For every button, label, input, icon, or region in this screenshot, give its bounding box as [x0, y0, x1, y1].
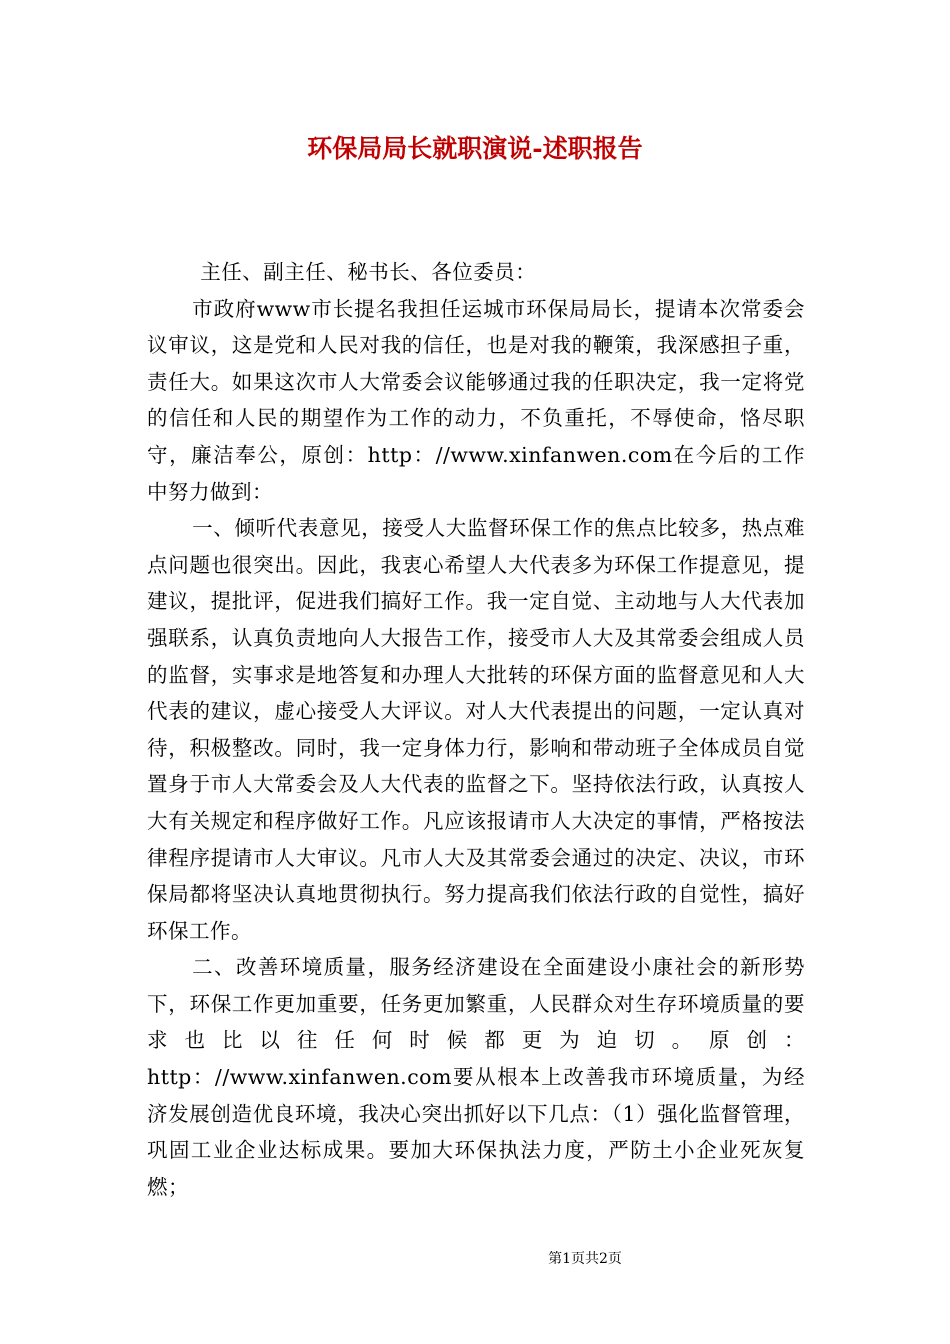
paragraph-section-one: 一、倾听代表意见，接受人大监督环保工作的焦点比较多，热点难点问题也很突出。因此，我衷心希望人大代表多为环保工作提意见，提建议，提批评，促进我们搞好工作。我一定自觉、主动地与人大代表加强联系，认真负责地向人大报告工作，接受市人大及其常委会组成人员的监督，实事求是地答复和办理人大批转的环保方面的监督意见和人大代表的建议，虚心接受人大评议。对人大代表提出的问题，一定认真对待，积极整改。同时，我一定身体力行，影响和带动班子全体成员自觉置身于市人大常委会及人大代表的监督之下。坚持依法行政，认真按人大有关规定和程序做好工作。凡应该报请市人大决定的事情，严格按法律程序提请市人大审议。凡市人大及其常委会通过的决定、决议，市环保局都将坚决认真地贯彻执行。努力提高我们依法行政的自觉性，搞好环保工作。 [147, 516, 805, 943]
salutation: 主任、副主任、秘书长、各位委员： [200, 260, 537, 284]
document-title: 环保局局长就职演说-述职报告 [307, 134, 643, 163]
paragraph-section-two: 二、改善环境质量，服务经济建设在全面建设小康社会的新形势下，环保工作更加重要，任务更加繁重，人民群众对生存环境质量的要求也比以往任何时候都更为迫切。原创：http：//www.xinfanwen.com要从根本上改善我市环境质量，为经济发展创造优良环境，我决心突出抓好以下几点：（1）强化监督管理，巩固工业企业达标成果。要加大环保执法力度，严防土小企业死灰复燃； [147, 955, 805, 1199]
document-body [147, 254, 805, 1205]
page-number-footer: 第1页共2页 [548, 1251, 622, 1267]
paragraph-intro: 市政府www市长提名我担任运城市环保局局长，提请本次常委会议审议，这是党和人民对我的信任，也是对我的鞭策，我深感担子重，责任大。如果这次市人大常委会议能够通过我的任职决定，我一定将党的信任和人民的期望作为工作的动力，不负重托，不辱使命，恪尽职守，廉洁奉公，原创：http：//www.xinfanwen.com在今后的工作中努力做到： [147, 296, 805, 504]
